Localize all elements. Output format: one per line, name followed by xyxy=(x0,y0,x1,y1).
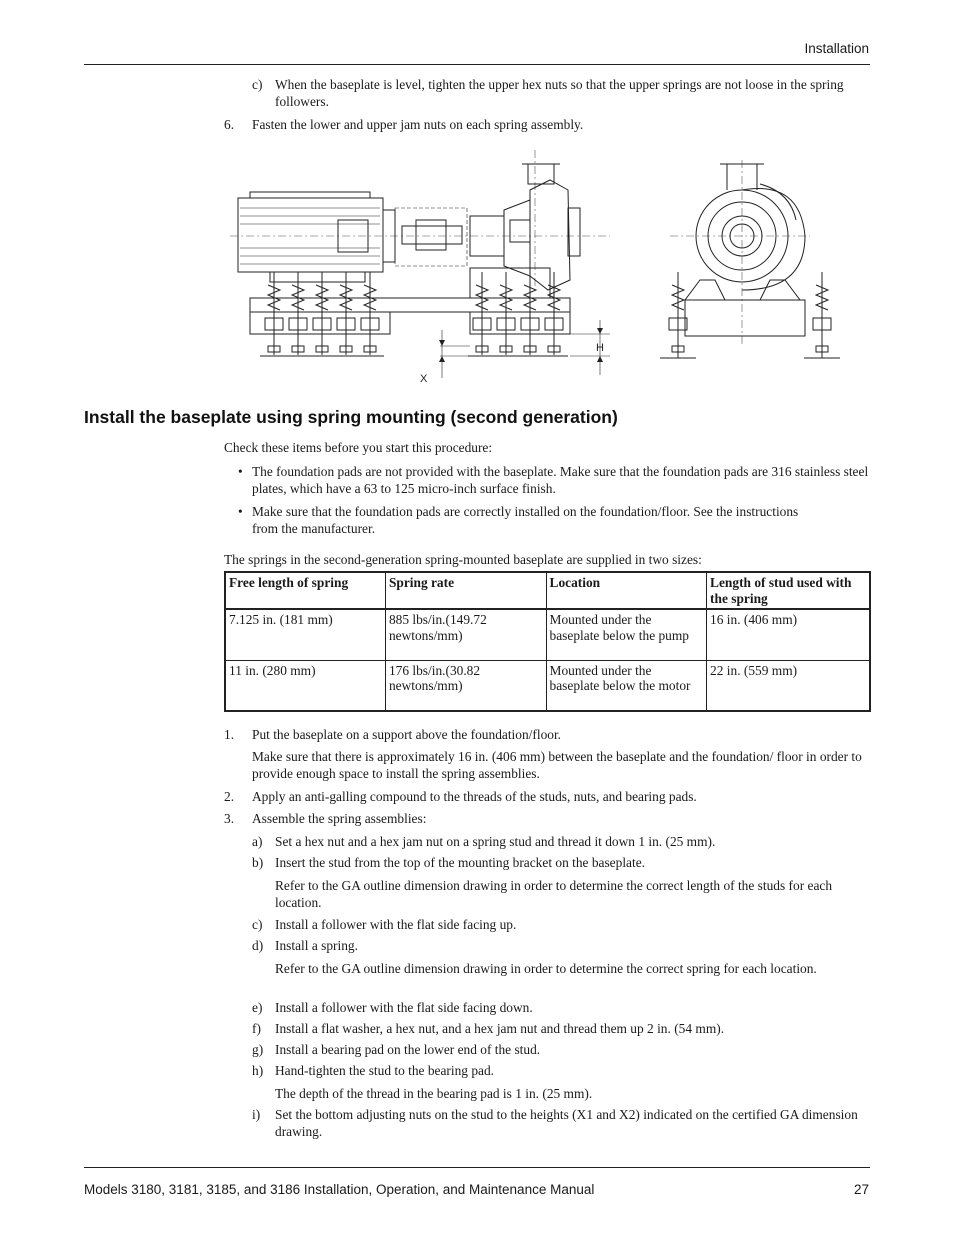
table-cell: Mounted under the baseplate below the pump xyxy=(546,609,707,660)
table-header-cell: Spring rate xyxy=(385,572,546,609)
page-number: 27 xyxy=(853,1182,869,1197)
substep-marker: e) xyxy=(252,1000,263,1015)
substep-marker: g) xyxy=(252,1042,264,1057)
pump-drawing xyxy=(470,164,580,298)
step-note: Make sure that there is approximately 16 in. (406 mm) between the baseplate and the foundation/ floor in order to provide enough space to install the spring assemblies. xyxy=(252,749,862,781)
spring-assembly-group-motor xyxy=(260,272,384,356)
substep-marker: d) xyxy=(252,938,264,953)
substep-text: Install a bearing pad on the lower end of the stud. xyxy=(275,1042,541,1057)
table-cell: 11 in. (280 mm) xyxy=(225,660,385,711)
table-cell: 176 lbs/in.(30.82 newtons/mm) xyxy=(385,660,546,711)
step-marker: 3. xyxy=(224,811,235,826)
substep-text: Set the bottom adjusting nuts on the stud to the heights (X1 and X2) indicated on the certified GA dimension drawing. xyxy=(275,1107,858,1139)
table-header-cell: Length of stud used with the spring xyxy=(707,572,870,609)
bullet-marker: • xyxy=(238,464,243,479)
header-rule xyxy=(84,64,870,65)
bullet-item: The foundation pads are not provided with the baseplate. Make sure that the foundation pads are 316 stainless steel plates, which have a 63 to 125 micro-inch surface finish. xyxy=(252,464,869,496)
substep-note: Refer to the GA outline dimension drawing in order to determine the correct length of the studs for each location. xyxy=(275,878,833,910)
substep-marker: b) xyxy=(252,855,264,870)
table-row xyxy=(225,660,870,711)
substep-text: Install a spring. xyxy=(275,938,358,953)
table-cell: 7.125 in. (181 mm) xyxy=(225,609,385,660)
step-text: Apply an anti-galling compound to the threads of the studs, nuts, and bearing pads. xyxy=(252,789,697,804)
step-text: Assemble the spring assemblies: xyxy=(252,811,427,826)
table-cell: 16 in. (406 mm) xyxy=(707,609,870,660)
running-header: Installation xyxy=(804,41,869,56)
spring-sizes-table xyxy=(224,571,871,712)
step-marker: 1. xyxy=(224,727,235,742)
step-marker: c) xyxy=(252,77,263,92)
substep-marker: c) xyxy=(252,917,263,932)
step-marker: 2. xyxy=(224,789,235,804)
table-cell: 22 in. (559 mm) xyxy=(707,660,870,711)
spring-assembly-group-pump xyxy=(468,272,568,356)
table-cell: Mounted under the baseplate below the motor xyxy=(546,660,707,711)
substep-text: Install a follower with the flat side facing down. xyxy=(275,1000,533,1015)
substep-text: Insert the stud from the top of the mounting bracket on the baseplate. xyxy=(275,855,646,870)
table-header-row xyxy=(225,572,870,609)
footer-rule xyxy=(84,1167,870,1168)
substep-marker: a) xyxy=(252,834,263,849)
substep-marker: h) xyxy=(252,1063,264,1078)
table-header-cell: Location xyxy=(546,572,707,609)
substep-marker: f) xyxy=(252,1021,261,1036)
end-view-drawing xyxy=(660,164,840,358)
step-text: Put the baseplate on a support above the foundation/floor. xyxy=(252,727,562,742)
step-marker: 6. xyxy=(224,117,235,132)
substep-note: The depth of the thread in the bearing pad is 1 in. (25 mm). xyxy=(275,1086,593,1101)
table-row xyxy=(225,609,870,660)
dimension-label-x: X xyxy=(420,373,428,385)
step-text: When the baseplate is level, tighten the upper hex nuts so that the upper springs are not loose in the spring followers. xyxy=(275,77,844,109)
bullet-item: Make sure that the foundation pads are correctly installed on the foundation/floor. See the instructions from the manufacturer. xyxy=(252,504,799,536)
substep-text: Install a flat washer, a hex nut, and a hex jam nut and thread them up 2 in. (54 mm). xyxy=(275,1021,725,1036)
substep-note: Refer to the GA outline dimension drawing in order to determine the correct spring for each location. xyxy=(275,961,817,976)
dimension-label-h: H xyxy=(596,342,604,354)
substep-text: Hand-tighten the stud to the bearing pad. xyxy=(275,1063,495,1078)
motor-drawing xyxy=(238,192,395,282)
table-header-cell: Free length of spring xyxy=(225,572,385,609)
intro-text: Check these items before you start this procedure: xyxy=(224,440,493,455)
bullet-marker: • xyxy=(238,504,243,519)
section-title: Install the baseplate using spring mounting (second generation) xyxy=(84,407,618,427)
footer-title: Models 3180, 3181, 3185, and 3186 Installation, Operation, and Maintenance Manual xyxy=(84,1182,595,1197)
spring-baseplate-figure xyxy=(230,150,850,392)
step-text: Fasten the lower and upper jam nuts on each spring assembly. xyxy=(252,117,584,132)
substep-text: Install a follower with the flat side facing up. xyxy=(275,917,517,932)
substep-text: Set a hex nut and a hex jam nut on a spring stud and thread it down 1 in. (25 mm). xyxy=(275,834,716,849)
table-intro-text: The springs in the second-generation spring-mounted baseplate are supplied in two sizes: xyxy=(224,552,702,567)
table-cell: 885 lbs/in.(149.72 newtons/mm) xyxy=(385,609,546,660)
substep-marker: i) xyxy=(252,1107,261,1122)
